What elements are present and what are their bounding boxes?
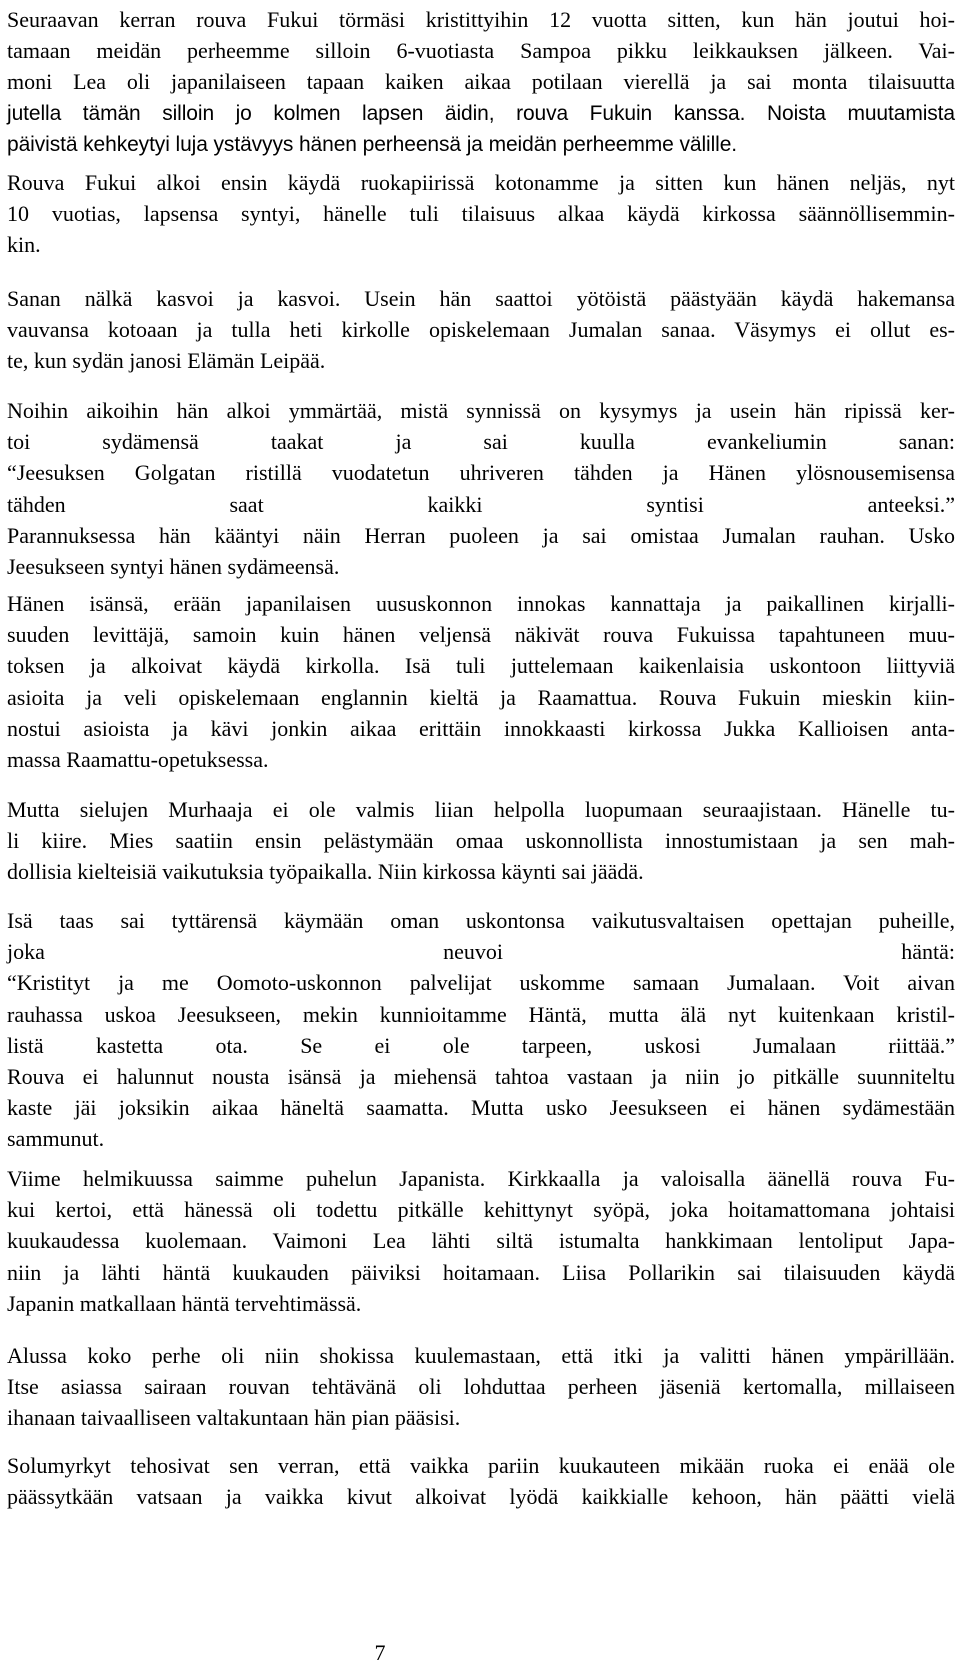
text-line: Seuraavan kerran rouva Fukui törmäsi kristittyihin 12 vuotta sitten, kun hän joutui hoi- [7,7,955,32]
paragraph [7,1340,955,1434]
paragraph [7,167,955,261]
text-line: asioita ja veli opiskelemaan englannin kieltä ja Raamattua. Rouva Fukuin mieskin kiin- [7,684,955,710]
text-line: päässytkään vatsaan ja vaikka kivut alkoivat lyödä kaikkialle kehoon, hän päätti vielä [7,1484,955,1510]
text-line: toi sydämensä taakat ja sai kuulla evankeliumin sanan: [7,429,955,455]
paragraph [7,4,955,160]
text-line: Hänen isänsä, erään japanilaisen uususkonnon innokas kannattaja ja paikallinen kirjalli- [7,591,955,616]
text-line: suuden levittäjä, samoin kuin hänen veljensä näkivät rouva Fukuissa tapahtuneen muu- [7,622,955,648]
text-line: kin. [7,232,41,258]
text-line: Rouva Fukui alkoi ensin käydä ruokapiirissä kotonamme ja sitten kun hänen neljäs, nyt [7,170,955,195]
text-line: rauhassa uskoa Jeesukseen, mekin kunnioitamme Häntä, mutta älä nyt kuitenkaan kristil- [7,1001,955,1027]
text-line: massa Raamattu-opetuksessa. [7,747,269,773]
text-line: Rouva ei halunnut nousta isänsä ja miehensä tahtoa vastaan ja niin jo pitkälle suunniteltu [7,1064,955,1090]
page-number: 7 [374,1640,386,1665]
text-line: toksen ja alkoivat käydä kirkolla. Isä tuli juttelemaan kaikenlaisia uskontoon liittyviä [7,653,955,679]
text-line: sammunut. [7,1126,105,1152]
text-line: Japanin matkallaan häntä tervehtimässä. [7,1290,362,1316]
paragraph [7,905,955,1155]
text-line: jutella tämän silloin jo kolmen lapsen äidin, rouva Fukuin kanssa. Noista muutamista [7,101,955,125]
text-line: vauvansa kotoaan ja tulla heti kirkolle opiskelemaan Jumalan sanaa. Väsymys ei ollut es- [7,317,955,343]
paragraph [7,588,955,775]
paragraph [7,794,955,888]
text-line: ihanaan taivaalliseen valtakuntaan hän pian pääsisi. [7,1405,461,1431]
text-line: Itse asiassa sairaan rouvan tehtävänä oli lohduttaa perheen jäseniä kertomalla, millaiseen [7,1374,955,1400]
text-line: Viime helmikuussa saimme puhelun Japanista. Kirkkaalla ja valoisalla äänellä rouva Fu- [7,1166,955,1191]
text-line: Mutta sielujen Murhaaja ei ole valmis liian helpolla luopumaan seuraajistaan. Hänelle tu- [7,797,955,822]
text-line: joka neuvoi häntä: [7,939,955,965]
text-line: li kiire. Mies saatiin ensin pelästymään omaa uskonnollista innostumistaan ja sen mah- [7,828,955,854]
text-line: kui kertoi, että hänessä oli todettu pitkälle kehittynyt syöpä, joka hoitamattomana johtaisi [7,1197,955,1223]
text-line: tähden saat kaikki syntisi anteeksi.” [7,491,955,517]
text-line: moni Lea oli japanilaiseen tapaan kaiken aikaa potilaan vierellä ja sai monta tilaisuutta [7,69,955,95]
text-line: “Jeesuksen Golgatan ristillä vuodatetun uhriveren tähden ja Hänen ylösnousemisensa [7,460,955,486]
text-line: “Kristityt ja me Oomoto-uskonnon palvelijat uskomme samaan Jumalaan. Voit aivan [7,970,955,996]
text-line: Alussa koko perhe oli niin shokissa kuulemastaan, että itki ja valitti hänen ympärillään. [7,1343,955,1368]
text-line: kuukaudessa kuolemaan. Vaimoni Lea lähti siltä istumalta hankkimaan lentoliput Japa- [7,1228,955,1254]
text-line: päivistä kehkeytyi luja ystävyys hänen perheensä ja meidän perheemme välille. [7,132,738,156]
paragraph [7,283,955,377]
text-line: 10 vuotias, lapsensa syntyi, hänelle tuli tilaisuus alkaa käydä kirkossa säännöllisemmin- [7,201,955,227]
text-line: listä kastetta ota. Se ei ole tarpeen, uskosi Jumalaan riittää.” [7,1032,955,1058]
text-line: kaste jäi joksikin aikaa häneltä saamatta. Mutta usko Jeesukseen ei hänen sydämestään [7,1095,955,1121]
text-line: Jeesukseen syntyi hänen sydämeensä. [7,554,340,580]
text-line: Parannuksessa hän kääntyi näin Herran puoleen ja sai omistaa Jumalan rauhan. Usko [7,522,955,548]
text-line: niin ja lähti häntä kuukauden päiviksi hoitamaan. Liisa Pollarikin sai tilaisuuden käydä [7,1259,955,1285]
text-line: nostui asioista ja kävi jonkin aikaa erittäin innokkaasti kirkossa Jukka Kallioisen anta- [7,715,955,741]
text-line: Sanan nälkä kasvoi ja kasvoi. Usein hän saattoi yötöistä päästyään käydä hakemansa [7,286,955,311]
text-line: te, kun sydän janosi Elämän Leipää. [7,348,326,374]
paragraph [7,1163,955,1319]
text-line: dollisia kielteisiä vaikutuksia työpaikalla. Niin kirkossa käynti sai jäädä. [7,859,644,885]
text-line: tamaan meidän perheemme silloin 6-vuotiasta Sampoa pikku leikkauksen jälkeen. Vai- [7,38,955,64]
text-line: Noihin aikoihin hän alkoi ymmärtää, mistä synnissä on kysymys ja usein hän ripissä ker- [7,398,955,423]
text-line: Solumyrkyt tehosivat sen verran, että vaikka pariin kuukauteen mikään ruoka ei enää ole [7,1453,955,1478]
text-line: Isä taas sai tyttärensä käymään oman uskontonsa vaikutusvaltaisen opettajan puheille, [7,908,955,933]
paragraph [7,1450,955,1512]
paragraph [7,395,955,582]
